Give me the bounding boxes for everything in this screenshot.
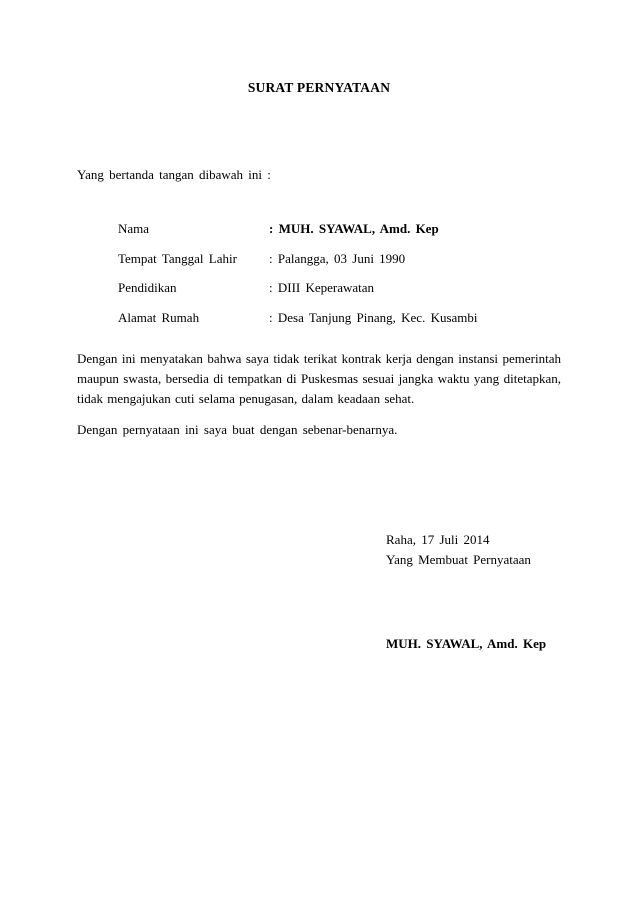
signer-role: Yang Membuat Pernyataan <box>386 552 531 567</box>
identity-value: : MUH. SYAWAL, Amd. Kep <box>269 221 439 236</box>
identity-value: : Desa Tanjung Pinang, Kec. Kusambi <box>269 309 478 325</box>
statement-line: Dengan ini menyatakan bahwa saya tidak terikat kontrak kerja dengan instansi pemerintah <box>77 351 561 366</box>
closing-sentence: Dengan pernyataan ini saya buat dengan sebenar-benarnya. <box>77 422 398 437</box>
identity-value: : DIII Keperawatan <box>269 280 375 295</box>
identity-value: : Palangga, 03 Juni 1990 <box>269 250 406 266</box>
identity-label: Alamat Rumah <box>118 309 200 325</box>
statement-line: tidak mengajukan cuti selama penugasan, dalam keadaan sehat. <box>77 391 415 406</box>
identity-label: Pendidikan <box>118 280 177 295</box>
signer-name: MUH. SYAWAL, Amd. Kep <box>386 636 547 651</box>
statement-paragraph <box>77 349 561 409</box>
document-title: SURAT PERNYATAAN <box>247 80 391 95</box>
statement-line: maupun swasta, bersedia di tempatkan di Puskesmas sesuai jangka waktu yang ditetapkan, <box>77 371 561 386</box>
intro-text: Yang bertanda tangan dibawah ini : <box>77 167 271 182</box>
identity-label: Tempat Tanggal Lahir <box>118 250 237 266</box>
place-date: Raha, 17 Juli 2014 <box>386 532 490 547</box>
signature-block <box>386 530 531 570</box>
identity-label: Nama <box>118 221 150 236</box>
